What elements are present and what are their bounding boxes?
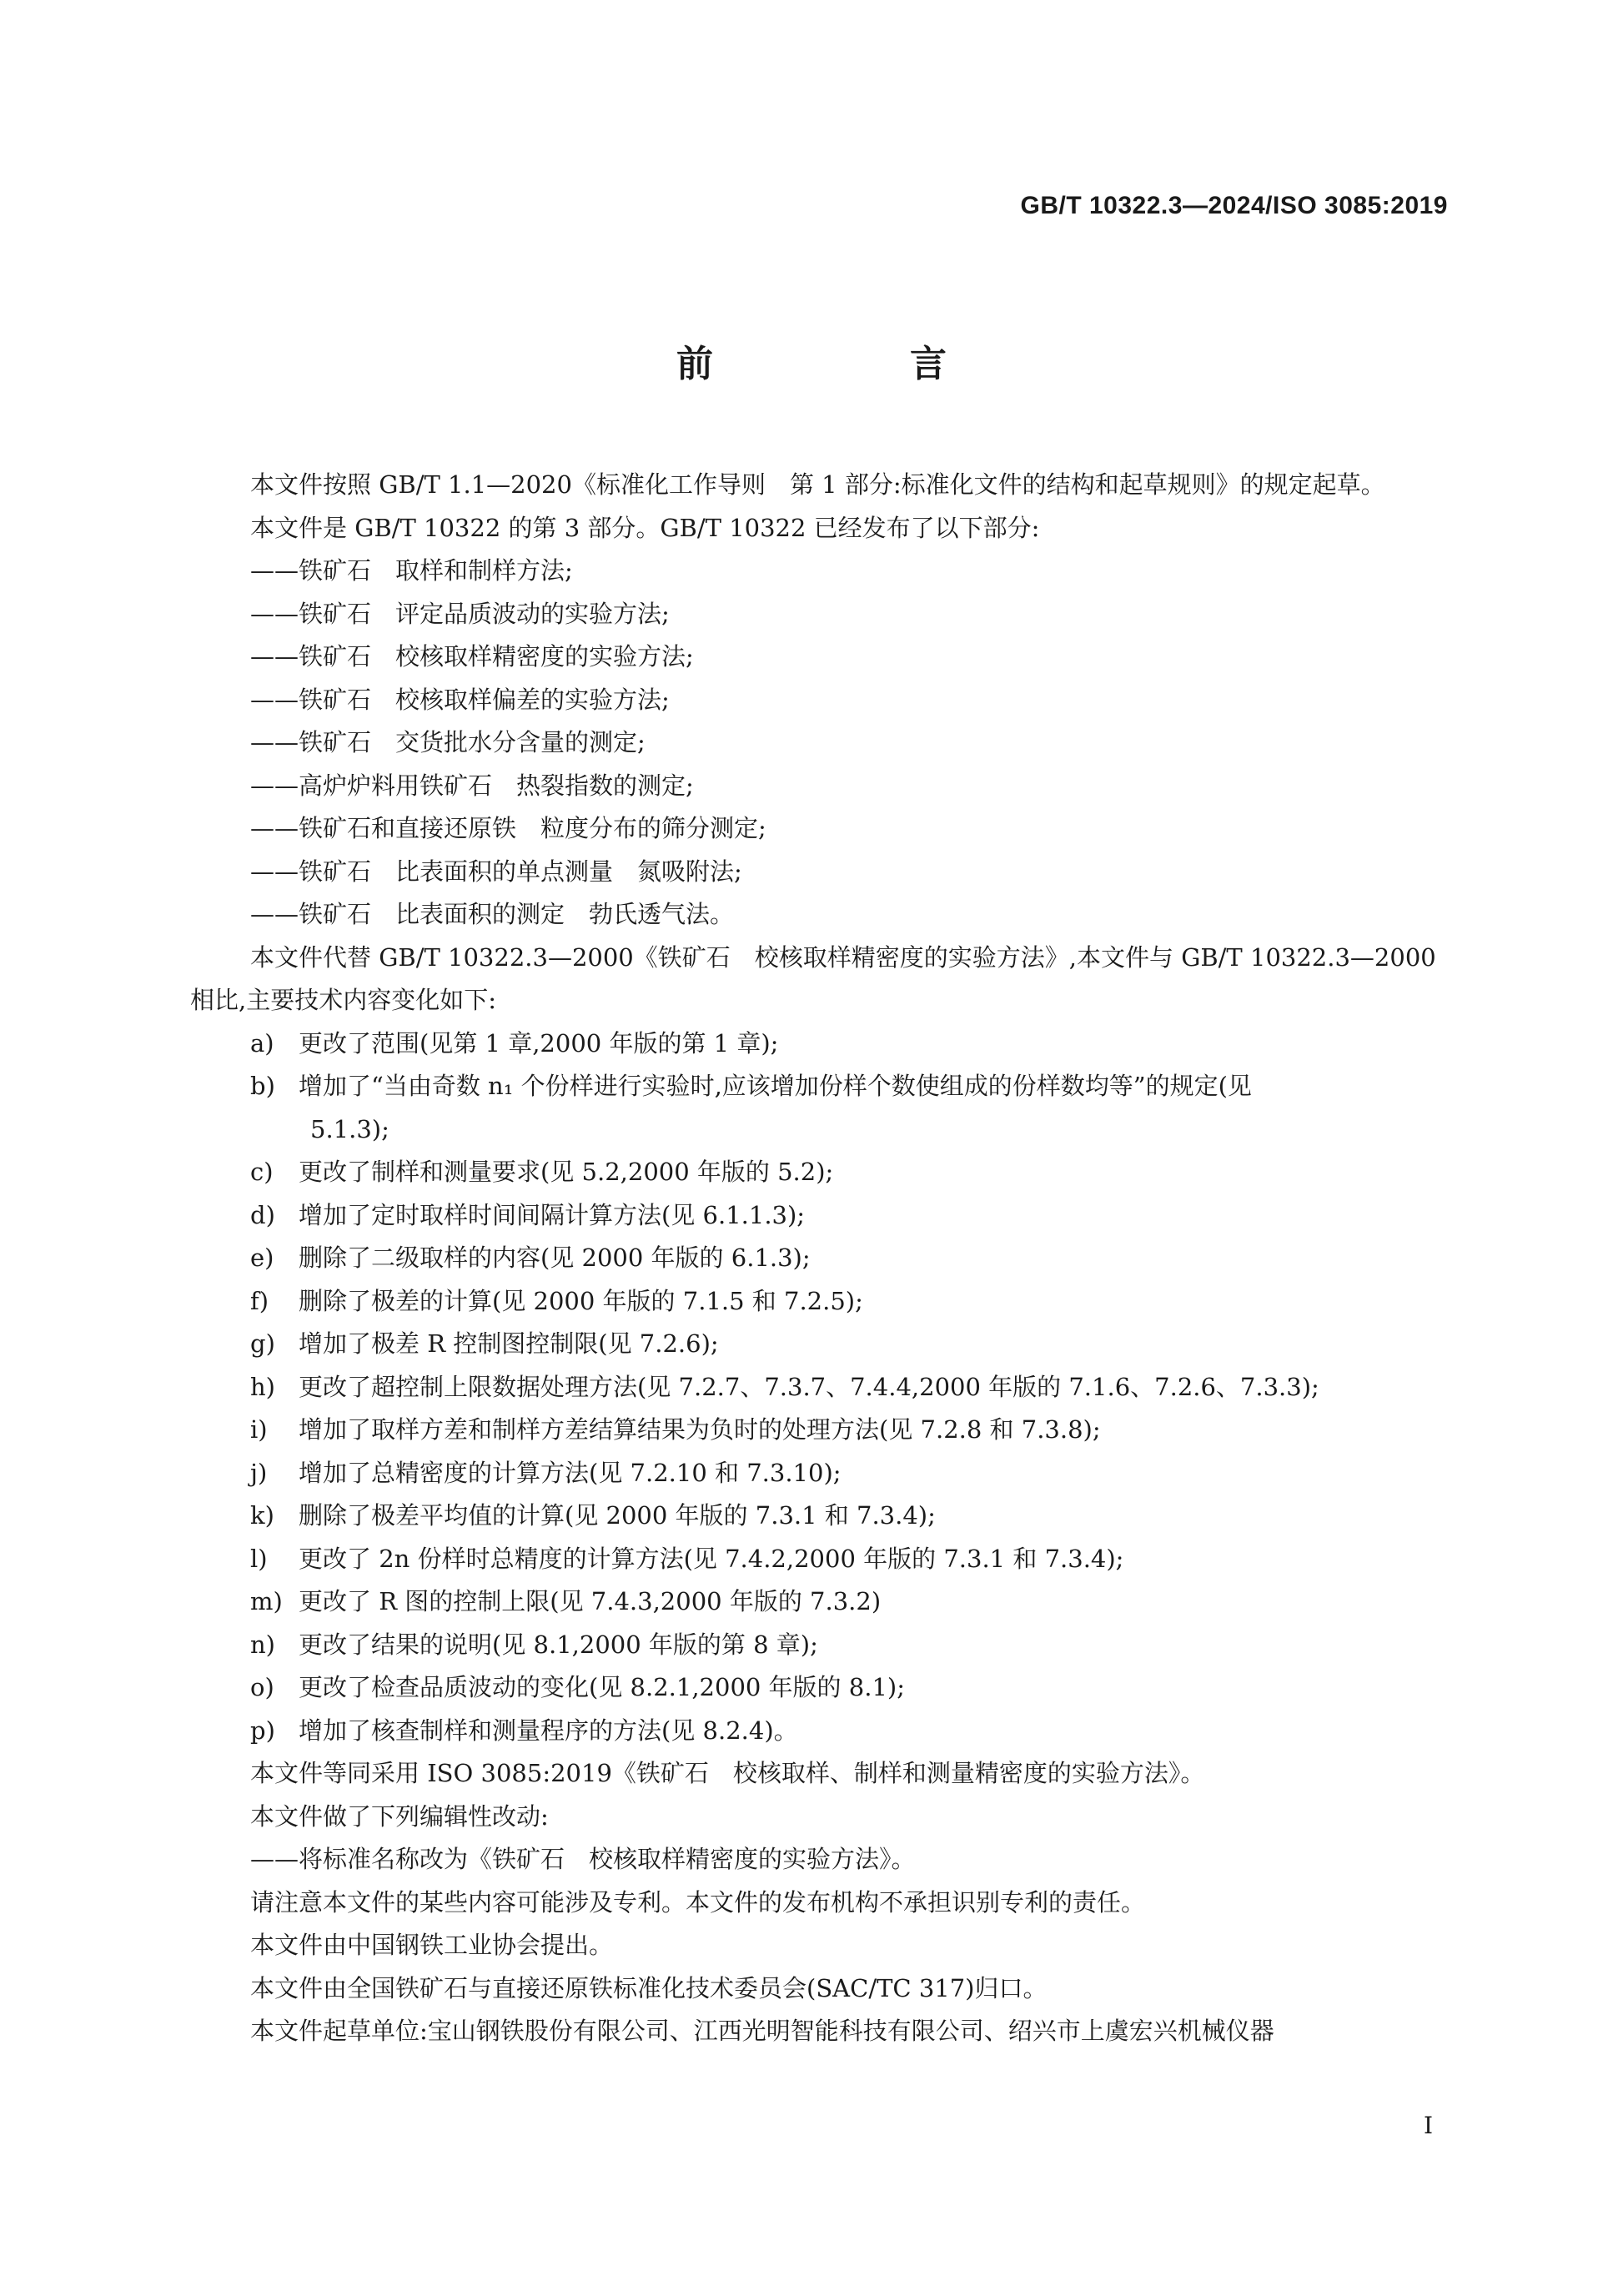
- change-item-label: h): [250, 1372, 275, 1401]
- change-item-text: 增加了取样方差和制样方差结算结果为负时的处理方法(见 7.2.8 和 7.3.8);: [299, 1415, 1101, 1444]
- foreword-body: [190, 464, 1451, 2053]
- change-item-label: b): [250, 1072, 275, 1100]
- change-item-text: 更改了制样和测量要求(见 5.2,2000 年版的 5.2);: [299, 1158, 834, 1186]
- change-item: [190, 1710, 1451, 1753]
- paragraph-technical-committee: 本文件由全国铁矿石与直接还原铁标准化技术委员会(SAC/TC 317)归口。: [250, 1973, 1048, 2002]
- change-item: [190, 1022, 1451, 1066]
- paragraph-editorial-changes: 本文件做了下列编辑性改动:: [250, 1801, 549, 1831]
- change-item: [190, 1151, 1451, 1194]
- change-item: [190, 1452, 1451, 1495]
- standard-code-header: GB/T 10322.3—2024/ISO 3085:2019: [1020, 192, 1448, 219]
- parts-list-item: ——铁矿石 评定品质波动的实验方法;: [250, 599, 670, 628]
- editorial-change-item: ——将标准名称改为《铁矿石 校核取样精密度的实验方法》。: [250, 1845, 916, 1873]
- change-item: [190, 1409, 1451, 1452]
- paragraph-drafting-rules: 本文件按照 GB/T 1.1—2020《标准化工作导则 第 1 部分:标准化文件的结构和起草规则》的规定起草。: [250, 470, 1385, 499]
- page-number: I: [1423, 2112, 1433, 2139]
- parts-list-item: ——铁矿石 比表面积的测定 勃氏透气法。: [250, 900, 735, 928]
- change-item-text: 删除了极差的计算(见 2000 年版的 7.1.5 和 7.2.5);: [299, 1286, 863, 1315]
- change-item: [190, 1538, 1451, 1581]
- page-title: 前 言: [676, 343, 1027, 385]
- change-item-text: 增加了极差 R 控制图控制限(见 7.2.6);: [299, 1329, 719, 1358]
- change-item: [190, 1280, 1451, 1324]
- paragraph-iso-adoption: 本文件等同采用 ISO 3085:2019《铁矿石 校核取样、制样和测量精密度的实验方法》。: [250, 1759, 1205, 1787]
- paragraph-replacement: 本文件代替 GB/T 10322.3—2000《铁矿石 校核取样精密度的实验方法》,本文件与 GB/T 10322.3—2000 相比,主要技术内容变化如下:: [190, 942, 1436, 1014]
- change-item-label: f): [250, 1286, 269, 1315]
- change-item: [190, 1666, 1451, 1710]
- change-item: [190, 1237, 1451, 1280]
- change-item-text: 更改了结果的说明(见 8.1,2000 年版的第 8 章);: [299, 1630, 818, 1659]
- change-item-text: 更改了 R 图的控制上限(见 7.4.3,2000 年版的 7.3.2): [299, 1587, 882, 1615]
- change-item-label: m): [250, 1587, 283, 1615]
- parts-list-item: ——铁矿石 比表面积的单点测量 氮吸附法;: [250, 857, 742, 886]
- change-item: [190, 1495, 1451, 1538]
- change-item-label: d): [250, 1200, 275, 1229]
- paragraph-proposer: 本文件由中国钢铁工业协会提出。: [250, 1931, 614, 1959]
- change-item-label: c): [250, 1158, 274, 1186]
- change-item: [190, 1323, 1451, 1366]
- change-item: [190, 1366, 1451, 1409]
- change-item-text: 更改了检查品质波动的变化(见 8.2.1,2000 年版的 8.1);: [299, 1673, 905, 1701]
- change-item-text: 更改了范围(见第 1 章,2000 年版的第 1 章);: [299, 1028, 779, 1058]
- change-item: [190, 1065, 1451, 1151]
- parts-list-item: ——高炉炉料用铁矿石 热裂指数的测定;: [250, 771, 694, 800]
- change-item-label: n): [250, 1630, 275, 1659]
- parts-list-item: ——铁矿石 校核取样精密度的实验方法;: [250, 642, 694, 671]
- change-item-label: l): [250, 1544, 268, 1573]
- paragraph-parts-intro: 本文件是 GB/T 10322 的第 3 部分。GB/T 10322 已经发布了以下部分:: [250, 513, 1040, 542]
- change-item-label: k): [250, 1501, 274, 1530]
- parts-list-item: ——铁矿石 交货批水分含量的测定;: [250, 728, 646, 756]
- change-item-text: 更改了 2n 份样时总精度的计算方法(见 7.4.2,2000 年版的 7.3.1 和 7.3.4);: [299, 1544, 1124, 1573]
- change-item-text: 增加了核查制样和测量程序的方法(见 8.2.4)。: [299, 1716, 798, 1745]
- change-item-text: 删除了极差平均值的计算(见 2000 年版的 7.3.1 和 7.3.4);: [299, 1501, 936, 1530]
- change-item-text: 更改了超控制上限数据处理方法(见 7.2.7、7.3.7、7.4.4,2000 年版的 7.1.6、7.2.6、7.3.3);: [299, 1372, 1319, 1401]
- change-item-label: a): [250, 1028, 274, 1058]
- change-item: [190, 1624, 1451, 1667]
- change-item: [190, 1580, 1451, 1624]
- parts-list-item: ——铁矿石 校核取样偏差的实验方法;: [250, 685, 670, 714]
- change-item-text: 增加了“当由奇数 n₁ 个份样进行实验时,应该增加份样个数使组成的份样数均等”的规定(见: [299, 1072, 1252, 1100]
- change-item-label: g): [250, 1329, 275, 1358]
- change-item-text: 增加了总精密度的计算方法(见 7.2.10 和 7.3.10);: [299, 1458, 842, 1487]
- change-item-label: e): [250, 1243, 274, 1272]
- parts-list-item: ——铁矿石 取样和制样方法;: [250, 556, 573, 585]
- change-item-text: 增加了定时取样时间间隔计算方法(见 6.1.1.3);: [299, 1200, 806, 1229]
- change-item-label: p): [250, 1716, 275, 1745]
- paragraph-drafting-units: 本文件起草单位:宝山钢铁股份有限公司、江西光明智能科技有限公司、绍兴市上虞宏兴机械仪器: [250, 2017, 1274, 2045]
- parts-list-item: ——铁矿石和直接还原铁 粒度分布的筛分测定;: [250, 814, 766, 842]
- change-item-label: j): [250, 1458, 268, 1487]
- change-item-label: o): [250, 1673, 274, 1701]
- change-item-text: 删除了二级取样的内容(见 2000 年版的 6.1.3);: [299, 1243, 811, 1272]
- change-item: [190, 1194, 1451, 1238]
- change-item-label: i): [250, 1415, 268, 1444]
- change-item-continuation: 5.1.3);: [310, 1114, 389, 1143]
- paragraph-patent-notice: 请注意本文件的某些内容可能涉及专利。本文件的发布机构不承担识别专利的责任。: [250, 1887, 1146, 1917]
